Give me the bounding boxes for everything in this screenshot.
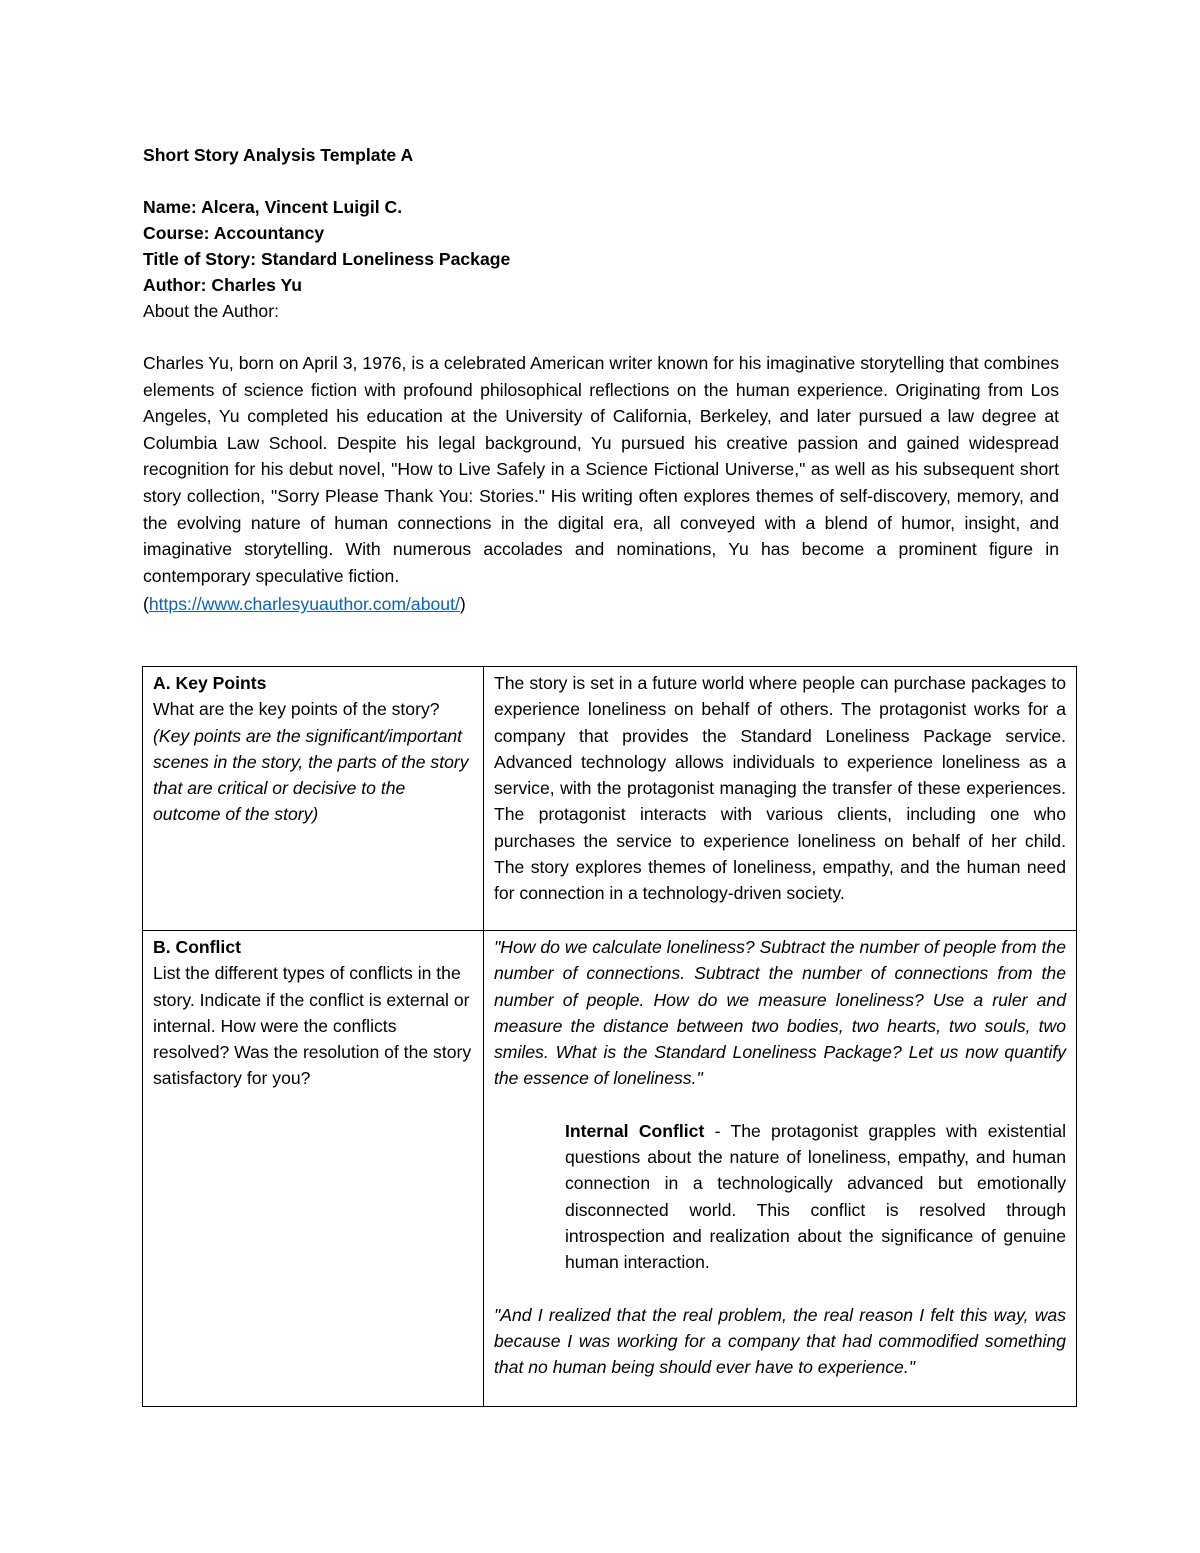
conflict-label-cell (143, 931, 484, 1407)
analysis-table (142, 666, 1077, 1407)
conflict-prompt: List the different types of conflicts in the story. Indicate if the conflict is external or internal. How were the conflicts resolved? Was the resolution of the story satisfactory for you? (153, 963, 472, 1089)
student-name: Name: Alcera, Vincent Luigil C. (143, 197, 403, 217)
internal-conflict-label: Internal Conflict (565, 1120, 705, 1141)
conflict-answer-cell (484, 931, 1077, 1407)
conflict-heading: B. Conflict (153, 937, 241, 957)
key-points-prompt (153, 696, 473, 827)
key-points-row (143, 667, 1077, 931)
author: Author: Charles Yu (143, 275, 303, 295)
key-points-answer: The story is set in a future world where people can purchase packages to experience loneliness on behalf of others. The protagonist works for a company that provides the Standard Loneliness Package service. Advanced technology allows individuals to experience loneliness as a service, with the protagonist managing the transfer of these experiences. The protagonist interacts with various clients, including one who purchases the service to experience loneliness on behalf of her child. The story explores themes of loneliness, empathy, and the human need for connection in a technology-driven society. (494, 673, 1066, 904)
internal-conflict-text: - The protagonist grapples with existential questions about the nature of loneliness, empathy, and human connection in a technologically advanced but emotionally disconnected world. This conflict is resolved through introspection and realization about the significance of genuine human interaction. (565, 1120, 1066, 1273)
document-body (143, 142, 1059, 617)
story-title: Title of Story: Standard Loneliness Package (143, 249, 511, 269)
ref-close-paren: ) (459, 594, 466, 615)
course: Course: Accountancy (143, 223, 325, 243)
about-author-label: About the Author: (143, 301, 279, 321)
key-points-answer-cell (484, 667, 1077, 931)
ref-open-paren: ( (143, 594, 149, 615)
key-points-heading: A. Key Points (153, 673, 267, 693)
document-title: Short Story Analysis Template A (143, 145, 414, 165)
author-website-link[interactable]: https://www.charlesyuauthor.com/about/ (148, 594, 460, 615)
key-points-hint: (Key points are the significant/important scenes in the story, the parts of the story that are critical or decisive to the outcome of the story) (153, 725, 469, 825)
key-points-label-cell (143, 667, 484, 931)
key-points-question: What are the key points of the story? (153, 699, 440, 720)
conflict-row (143, 931, 1077, 1407)
conflict-quote-2: "And I realized that the real problem, the real reason I felt this way, was because I was working for a company that had commodified something that no human being should ever have to experience." (494, 1304, 1066, 1378)
conflict-quote-1: "How do we calculate loneliness? Subtract the number of people from the number of connections. Subtract the number of connections from the number of people. How do we measure loneliness? Use a ruler and measure the distance between two bodies, two hearts, two souls, two smiles. What is the Standard Loneliness Package? Let us now quantify the essence of loneliness." (494, 937, 1066, 1089)
internal-conflict (565, 1118, 1066, 1276)
about-author-paragraph: Charles Yu, born on April 3, 1976, is a celebrated American writer known for his imaginative storytelling that combines elements of science fiction with profound philosophical reflections on the human experience. Originating from Los Angeles, Yu completed his education at the University of California, Berkeley, and later pursued a law degree at Columbia Law School. Despite his legal background, Yu pursued his creative passion and gained widespread recognition for his debut novel, "How to Live Safely in a Science Fictional Universe," as well as his subsequent short story collection, "Sorry Please Thank You: Stories." His writing often explores themes of self-discovery, memory, and the evolving nature of human connections in the digital era, all conveyed with a blend of humor, insight, and imaginative storytelling. With numerous accolades and nominations, Yu has become a prominent figure in contemporary speculative fiction. (143, 353, 1059, 586)
author-reference (143, 591, 1059, 617)
